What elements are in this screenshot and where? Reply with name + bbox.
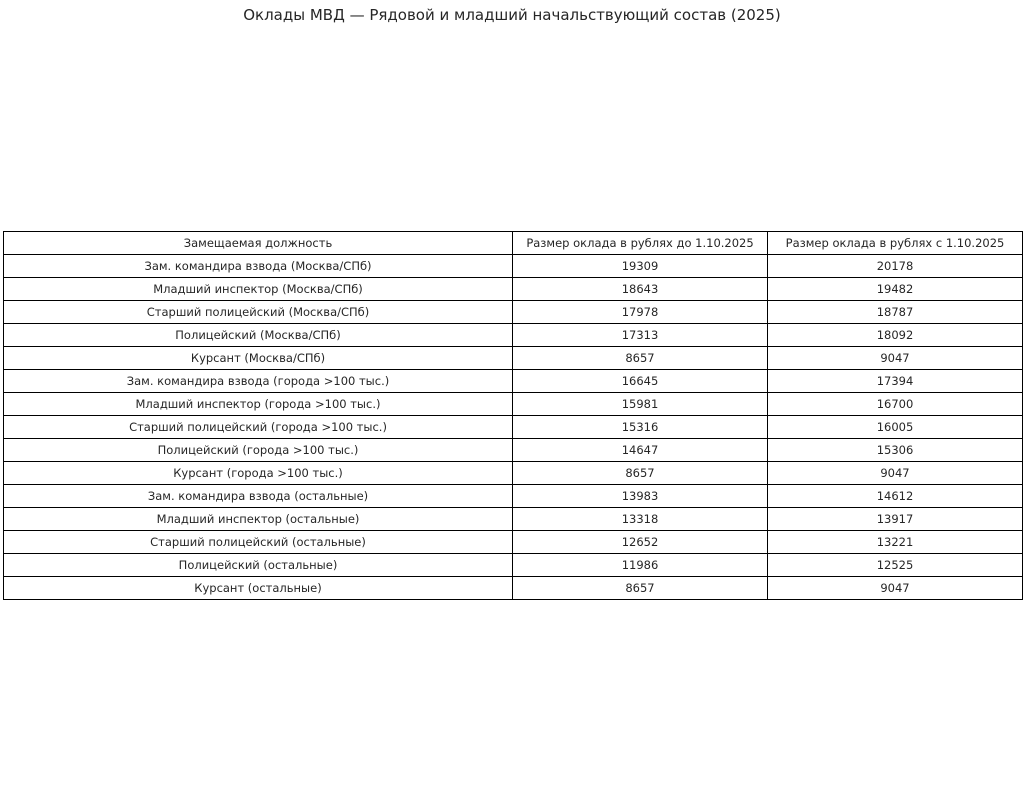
table-row <box>4 439 1023 462</box>
cell-position: Старший полицейский (Москва/СПб) <box>4 301 513 324</box>
chart-title: Оклады МВД — Рядовой и младший начальствующий состав (2025) <box>243 6 781 24</box>
cell-salary-after: 18092 <box>768 324 1023 347</box>
table-row <box>4 324 1023 347</box>
table-row <box>4 255 1023 278</box>
cell-position: Младший инспектор (остальные) <box>4 508 513 531</box>
table-row <box>4 393 1023 416</box>
cell-salary-before: 13983 <box>513 485 768 508</box>
cell-position: Старший полицейский (города >100 тыс.) <box>4 416 513 439</box>
cell-position: Курсант (города >100 тыс.) <box>4 462 513 485</box>
cell-salary-after: 16700 <box>768 393 1023 416</box>
cell-salary-after: 12525 <box>768 554 1023 577</box>
table-row <box>4 577 1023 600</box>
cell-position: Курсант (Москва/СПб) <box>4 347 513 370</box>
cell-salary-before: 13318 <box>513 508 768 531</box>
cell-salary-before: 8657 <box>513 347 768 370</box>
cell-position: Курсант (остальные) <box>4 577 513 600</box>
cell-position: Полицейский (остальные) <box>4 554 513 577</box>
cell-salary-before: 16645 <box>513 370 768 393</box>
cell-salary-before: 18643 <box>513 278 768 301</box>
table-row <box>4 347 1023 370</box>
cell-salary-after: 18787 <box>768 301 1023 324</box>
table-row <box>4 485 1023 508</box>
table-row <box>4 462 1023 485</box>
table-body <box>4 255 1023 600</box>
cell-salary-before: 19309 <box>513 255 768 278</box>
cell-salary-after: 13221 <box>768 531 1023 554</box>
cell-salary-after: 20178 <box>768 255 1023 278</box>
cell-salary-after: 9047 <box>768 462 1023 485</box>
cell-salary-after: 13917 <box>768 508 1023 531</box>
cell-salary-before: 15316 <box>513 416 768 439</box>
cell-salary-before: 14647 <box>513 439 768 462</box>
cell-position: Полицейский (города >100 тыс.) <box>4 439 513 462</box>
cell-salary-after: 15306 <box>768 439 1023 462</box>
cell-position: Младший инспектор (Москва/СПб) <box>4 278 513 301</box>
cell-salary-before: 17978 <box>513 301 768 324</box>
table-row <box>4 531 1023 554</box>
table-row <box>4 554 1023 577</box>
table-row <box>4 370 1023 393</box>
column-header-salary-before: Размер оклада в рублях до 1.10.2025 <box>513 232 768 255</box>
cell-salary-after: 19482 <box>768 278 1023 301</box>
cell-salary-after: 14612 <box>768 485 1023 508</box>
table-row <box>4 416 1023 439</box>
cell-salary-before: 8657 <box>513 577 768 600</box>
cell-salary-after: 9047 <box>768 347 1023 370</box>
column-header-salary-after: Размер оклада в рублях с 1.10.2025 <box>768 232 1023 255</box>
cell-position: Младший инспектор (города >100 тыс.) <box>4 393 513 416</box>
cell-salary-before: 12652 <box>513 531 768 554</box>
cell-position: Полицейский (Москва/СПб) <box>4 324 513 347</box>
cell-salary-after: 9047 <box>768 577 1023 600</box>
cell-salary-after: 16005 <box>768 416 1023 439</box>
cell-position: Зам. командира взвода (Москва/СПб) <box>4 255 513 278</box>
column-header-position: Замещаемая должность <box>4 232 513 255</box>
salary-table <box>3 231 1023 600</box>
table-row <box>4 278 1023 301</box>
cell-salary-before: 11986 <box>513 554 768 577</box>
cell-salary-after: 17394 <box>768 370 1023 393</box>
cell-salary-before: 8657 <box>513 462 768 485</box>
header-row <box>4 232 1023 255</box>
table-row <box>4 301 1023 324</box>
cell-salary-before: 15981 <box>513 393 768 416</box>
cell-salary-before: 17313 <box>513 324 768 347</box>
cell-position: Зам. командира взвода (остальные) <box>4 485 513 508</box>
cell-position: Зам. командира взвода (города >100 тыс.) <box>4 370 513 393</box>
table-row <box>4 508 1023 531</box>
cell-position: Старший полицейский (остальные) <box>4 531 513 554</box>
